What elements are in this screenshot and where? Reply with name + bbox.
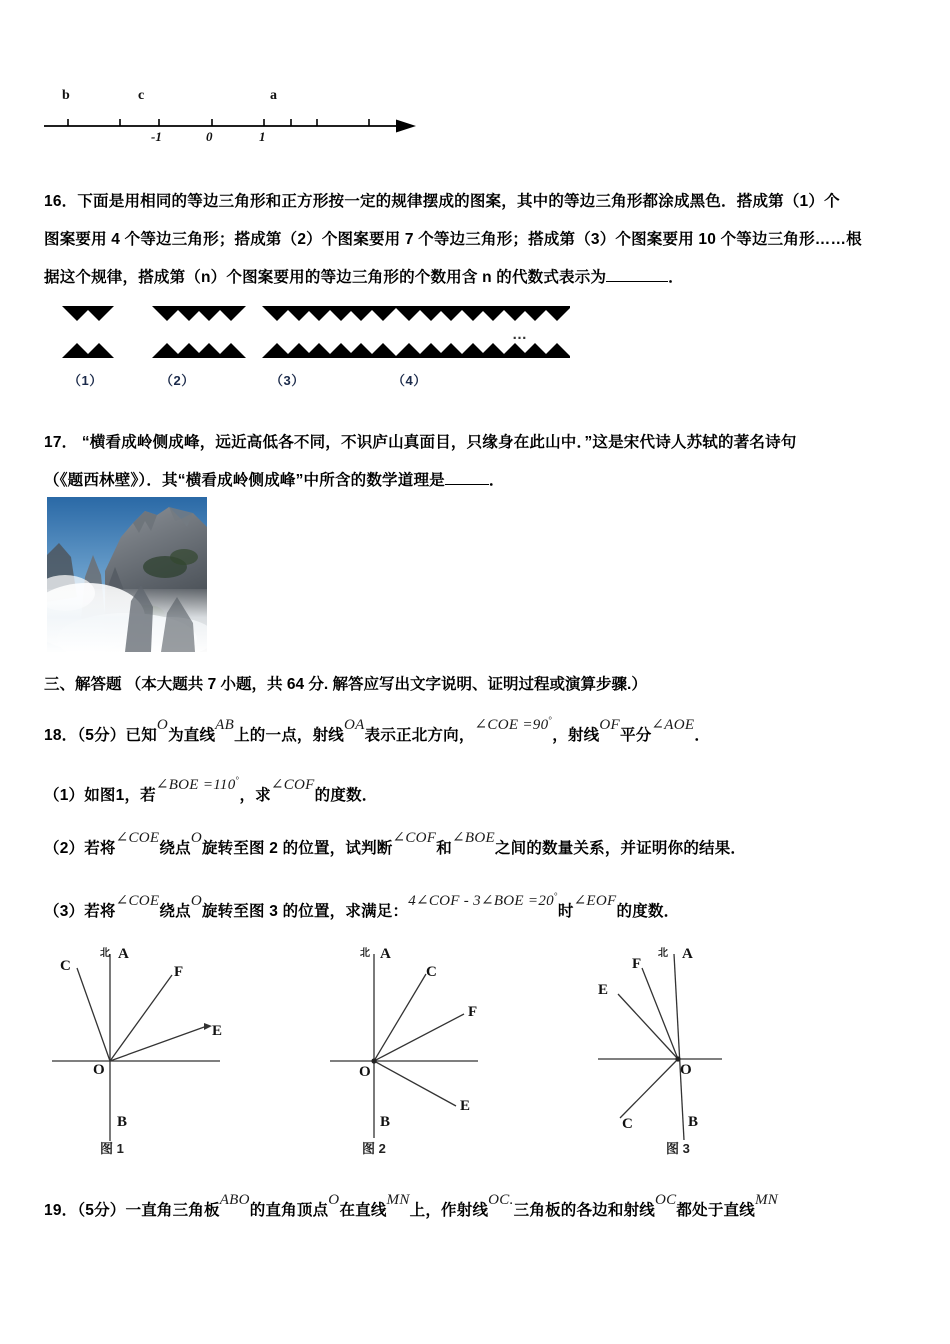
question-18-part-3: [44, 888, 679, 931]
q18-p3-degree-symbol: °: [553, 891, 558, 901]
triangle-pattern-figures: [50, 296, 570, 388]
fig1-label-F: F: [174, 964, 184, 980]
fig2-north-label: 北: [360, 948, 370, 959]
q19-math-MN: MN: [386, 1192, 410, 1208]
q18-intro-part-2: 为直线: [168, 727, 216, 744]
q18-p2-part-5: 之间的数量关系，并证明你的结果．: [494, 840, 747, 857]
fig1-label-B: B: [117, 1114, 128, 1130]
fig2-ray-OE: [374, 1061, 456, 1106]
question-17-line-2-text: （《题西林壁》）．其“横看成岭侧成峰”中所含的数学道理是: [44, 472, 445, 489]
q18-p1-part-2: ，求: [239, 787, 271, 804]
fig1-label-A: A: [118, 946, 129, 962]
pattern-caption-4: （4）: [392, 373, 427, 388]
q18-p2-part-1: （2）若将: [44, 840, 116, 857]
geometry-figure-2-svg: [330, 928, 580, 1160]
fig2-label-F: F: [468, 1004, 478, 1020]
q19-math-OC-dot: OC.: [488, 1192, 514, 1208]
q18-p3-part-4: 时: [557, 903, 574, 920]
fig2-label-O: O: [359, 1064, 371, 1080]
fig3-label-B: B: [688, 1114, 699, 1130]
numberline-label-zero: 0: [206, 129, 213, 144]
numberline-label-neg1: -1: [151, 129, 162, 144]
q18-intro-part-6: 平分: [620, 727, 652, 744]
fig1-label-C: C: [60, 958, 71, 974]
q19-part-1: 19．（5分）一直角三角板: [44, 1202, 220, 1219]
fig3-ray-OE: [618, 994, 678, 1059]
q18-intro-math-O: O: [156, 717, 169, 733]
q18-p3-math-EOF: ∠EOF: [573, 893, 617, 909]
q18-intro-part-7: ．: [694, 727, 711, 744]
q19-math-OC: OC: [654, 1192, 677, 1208]
fig3-line-AB: [674, 954, 684, 1140]
q18-p3-part-2: 绕点: [159, 903, 191, 920]
question-16-answer-blank[interactable]: [606, 268, 668, 282]
fig3-ray-OC: [620, 1059, 678, 1118]
q18-intro-math-COE-text: ∠COE =90: [474, 717, 549, 733]
q18-p2-part-2: 绕点: [159, 840, 191, 857]
q18-intro-part-1: 18．（5分）已知: [44, 727, 157, 744]
q18-p1-math-COF: ∠COF: [270, 777, 315, 793]
numberline-label-b: b: [62, 88, 70, 103]
fig3-ray-OF: [642, 968, 678, 1059]
q18-p1-math-BOE-text: ∠BOE =110: [155, 777, 236, 793]
q19-part-6: 都处于直线: [676, 1202, 755, 1219]
fig3-origin-dot: [675, 1056, 680, 1061]
pattern-ellipsis: …: [512, 326, 528, 343]
fig1-label-O: O: [93, 1062, 105, 1078]
q18-intro-math-AOE: ∠AOE: [651, 717, 695, 733]
question-19-line-1: [44, 1192, 778, 1230]
geometry-figure-1-svg: [52, 928, 302, 1160]
q18-p2-math-COF: ∠COF: [392, 830, 437, 846]
question-16-line-3-period: ．: [668, 269, 684, 286]
number-line-figure: [44, 88, 434, 150]
q18-p3-math-O: O: [190, 893, 202, 909]
q19-part-2: 的直角顶点: [249, 1202, 329, 1219]
question-17-line-1: [44, 424, 797, 462]
question-16-line-3-text: 据这个规律，搭成第（n）个图案要用的等边三角形的个数用含 n 的代数式表示为: [44, 269, 607, 286]
q18-intro-math-OA: OA: [344, 717, 365, 733]
q18-p3-part-1: （3）若将: [44, 903, 116, 920]
geometry-figure-2: [330, 928, 580, 1160]
fig2-label-E: E: [460, 1098, 471, 1114]
q18-intro-degree-symbol: °: [548, 715, 553, 725]
question-18-part-1: [44, 772, 377, 815]
fig1-north-label: 北: [100, 948, 110, 959]
fig2-label-C: C: [426, 964, 437, 980]
numberline-label-c: c: [138, 88, 145, 103]
q19-math-ABO: ABO: [219, 1192, 250, 1208]
question-18-part-2: [44, 830, 746, 868]
question-18-intro: [44, 712, 710, 755]
fig3-label-E: E: [598, 982, 609, 998]
fig3-caption: 图 3: [666, 1141, 690, 1156]
numberline-label-a: a: [270, 88, 277, 103]
lushan-mountain-photo: [47, 497, 207, 652]
fig1-label-E: E: [212, 1023, 223, 1039]
triangle-pattern-svg: [50, 296, 570, 388]
pattern-figure-4: [394, 306, 570, 358]
fig2-label-B: B: [380, 1114, 391, 1130]
fig3-label-F: F: [632, 956, 642, 972]
geometry-figure-1: [52, 928, 302, 1160]
q18-p3-part-5: 的度数．: [616, 903, 680, 920]
q18-p1-math-BOE: [156, 777, 240, 793]
question-17-answer-blank[interactable]: [445, 471, 489, 485]
section-3-heading-text: 三、解答题 （本大题共 7 小题，共 64 分. 解答应写出文字说明、证明过程或演算步骤.）: [44, 676, 647, 693]
geometry-figure-3-svg: [580, 928, 830, 1160]
q18-intro-part-4: 表示正北方向，: [364, 727, 475, 744]
q18-p1-part-1: （1）如图1，若: [44, 787, 156, 804]
section-3-heading: [44, 672, 647, 694]
q18-p2-math-BOE: ∠BOE: [451, 830, 495, 846]
pattern-caption-2: （2）: [160, 373, 195, 388]
q19-part-5: 三角板的各边和射线: [513, 1202, 655, 1219]
fig1-ray-OC: [77, 968, 110, 1061]
geometry-figure-3: [580, 928, 830, 1160]
q18-intro-math-COE: [475, 717, 553, 733]
q18-intro-part-5: ，射线: [552, 727, 600, 744]
question-16-line-1: [44, 183, 840, 221]
pattern-figure-3: [262, 306, 398, 358]
fig2-caption: 图 2: [362, 1141, 386, 1156]
question-16-line-2-text: 图案要用 4 个等边三角形；搭成第（2）个图案要用 7 个等边三角形；搭成第（3）个图案要用 10 个等边三角形……根: [44, 231, 862, 248]
fig3-north-label: 北: [658, 948, 668, 959]
q18-p2-part-3: 旋转至图 2 的位置，试判断: [201, 840, 393, 857]
q18-intro-math-AB: AB: [215, 717, 235, 733]
fig1-caption: 图 1: [100, 1141, 124, 1156]
q18-p2-part-4: 和: [436, 840, 452, 857]
q18-p3-math-equation-text: 4∠COF - 3∠BOE =20: [408, 893, 554, 909]
fig2-label-A: A: [380, 946, 391, 962]
q18-p3-part-3: 旋转至图 3 的位置，求满足：: [201, 903, 409, 920]
numberline-label-one: 1: [259, 129, 266, 144]
q19-math-MN-2: MN: [754, 1192, 779, 1208]
question-16-line-2: [44, 221, 862, 259]
q18-p2-math-COE: ∠COE: [115, 830, 160, 846]
q18-intro-part-3: 上的一点，射线: [234, 727, 345, 744]
q19-part-3: 在直线: [339, 1202, 387, 1219]
question-17-line-1-text: 17． “横看成岭侧成峰，远近高低各不同，不识庐山真面目，只缘身在此山中．”这是宋代诗人苏轼的著名诗句: [44, 434, 797, 451]
pattern-figure-2: [152, 306, 246, 358]
question-16-line-1-text: 16．下面是用相同的等边三角形和正方形按一定的规律摆成的图案，其中的等边三角形都涂成黑色．搭成第（1）个: [44, 193, 840, 210]
fig3-label-A: A: [682, 946, 693, 962]
q18-p3-math-equation: [408, 893, 558, 909]
fig2-origin-dot: [371, 1058, 376, 1063]
q18-p2-math-O: O: [190, 830, 202, 846]
q18-p1-degree-symbol: °: [235, 775, 240, 785]
pattern-caption-3: （3）: [270, 373, 305, 388]
fig1-ray-OE: [110, 1026, 207, 1061]
fig3-label-C: C: [622, 1116, 633, 1132]
q19-math-O: O: [328, 1192, 340, 1208]
question-17-line-2-period: ．: [488, 472, 505, 489]
pattern-figure-1: [62, 306, 114, 358]
q18-p1-part-3: 的度数．: [314, 787, 378, 804]
question-17-line-2: [44, 462, 505, 500]
mountain-photo-svg: [47, 497, 207, 652]
q18-p3-math-COE: ∠COE: [115, 893, 160, 909]
pattern-caption-1: （1）: [68, 373, 103, 388]
q18-intro-math-OF: OF: [599, 717, 620, 733]
question-16-line-3: [44, 259, 684, 297]
fig1-ray-OF: [110, 975, 172, 1061]
fig1-ray-OE-arrowhead: [204, 1023, 212, 1030]
fig3-label-O: O: [680, 1062, 692, 1078]
q19-part-4: 上，作射线: [409, 1202, 489, 1219]
